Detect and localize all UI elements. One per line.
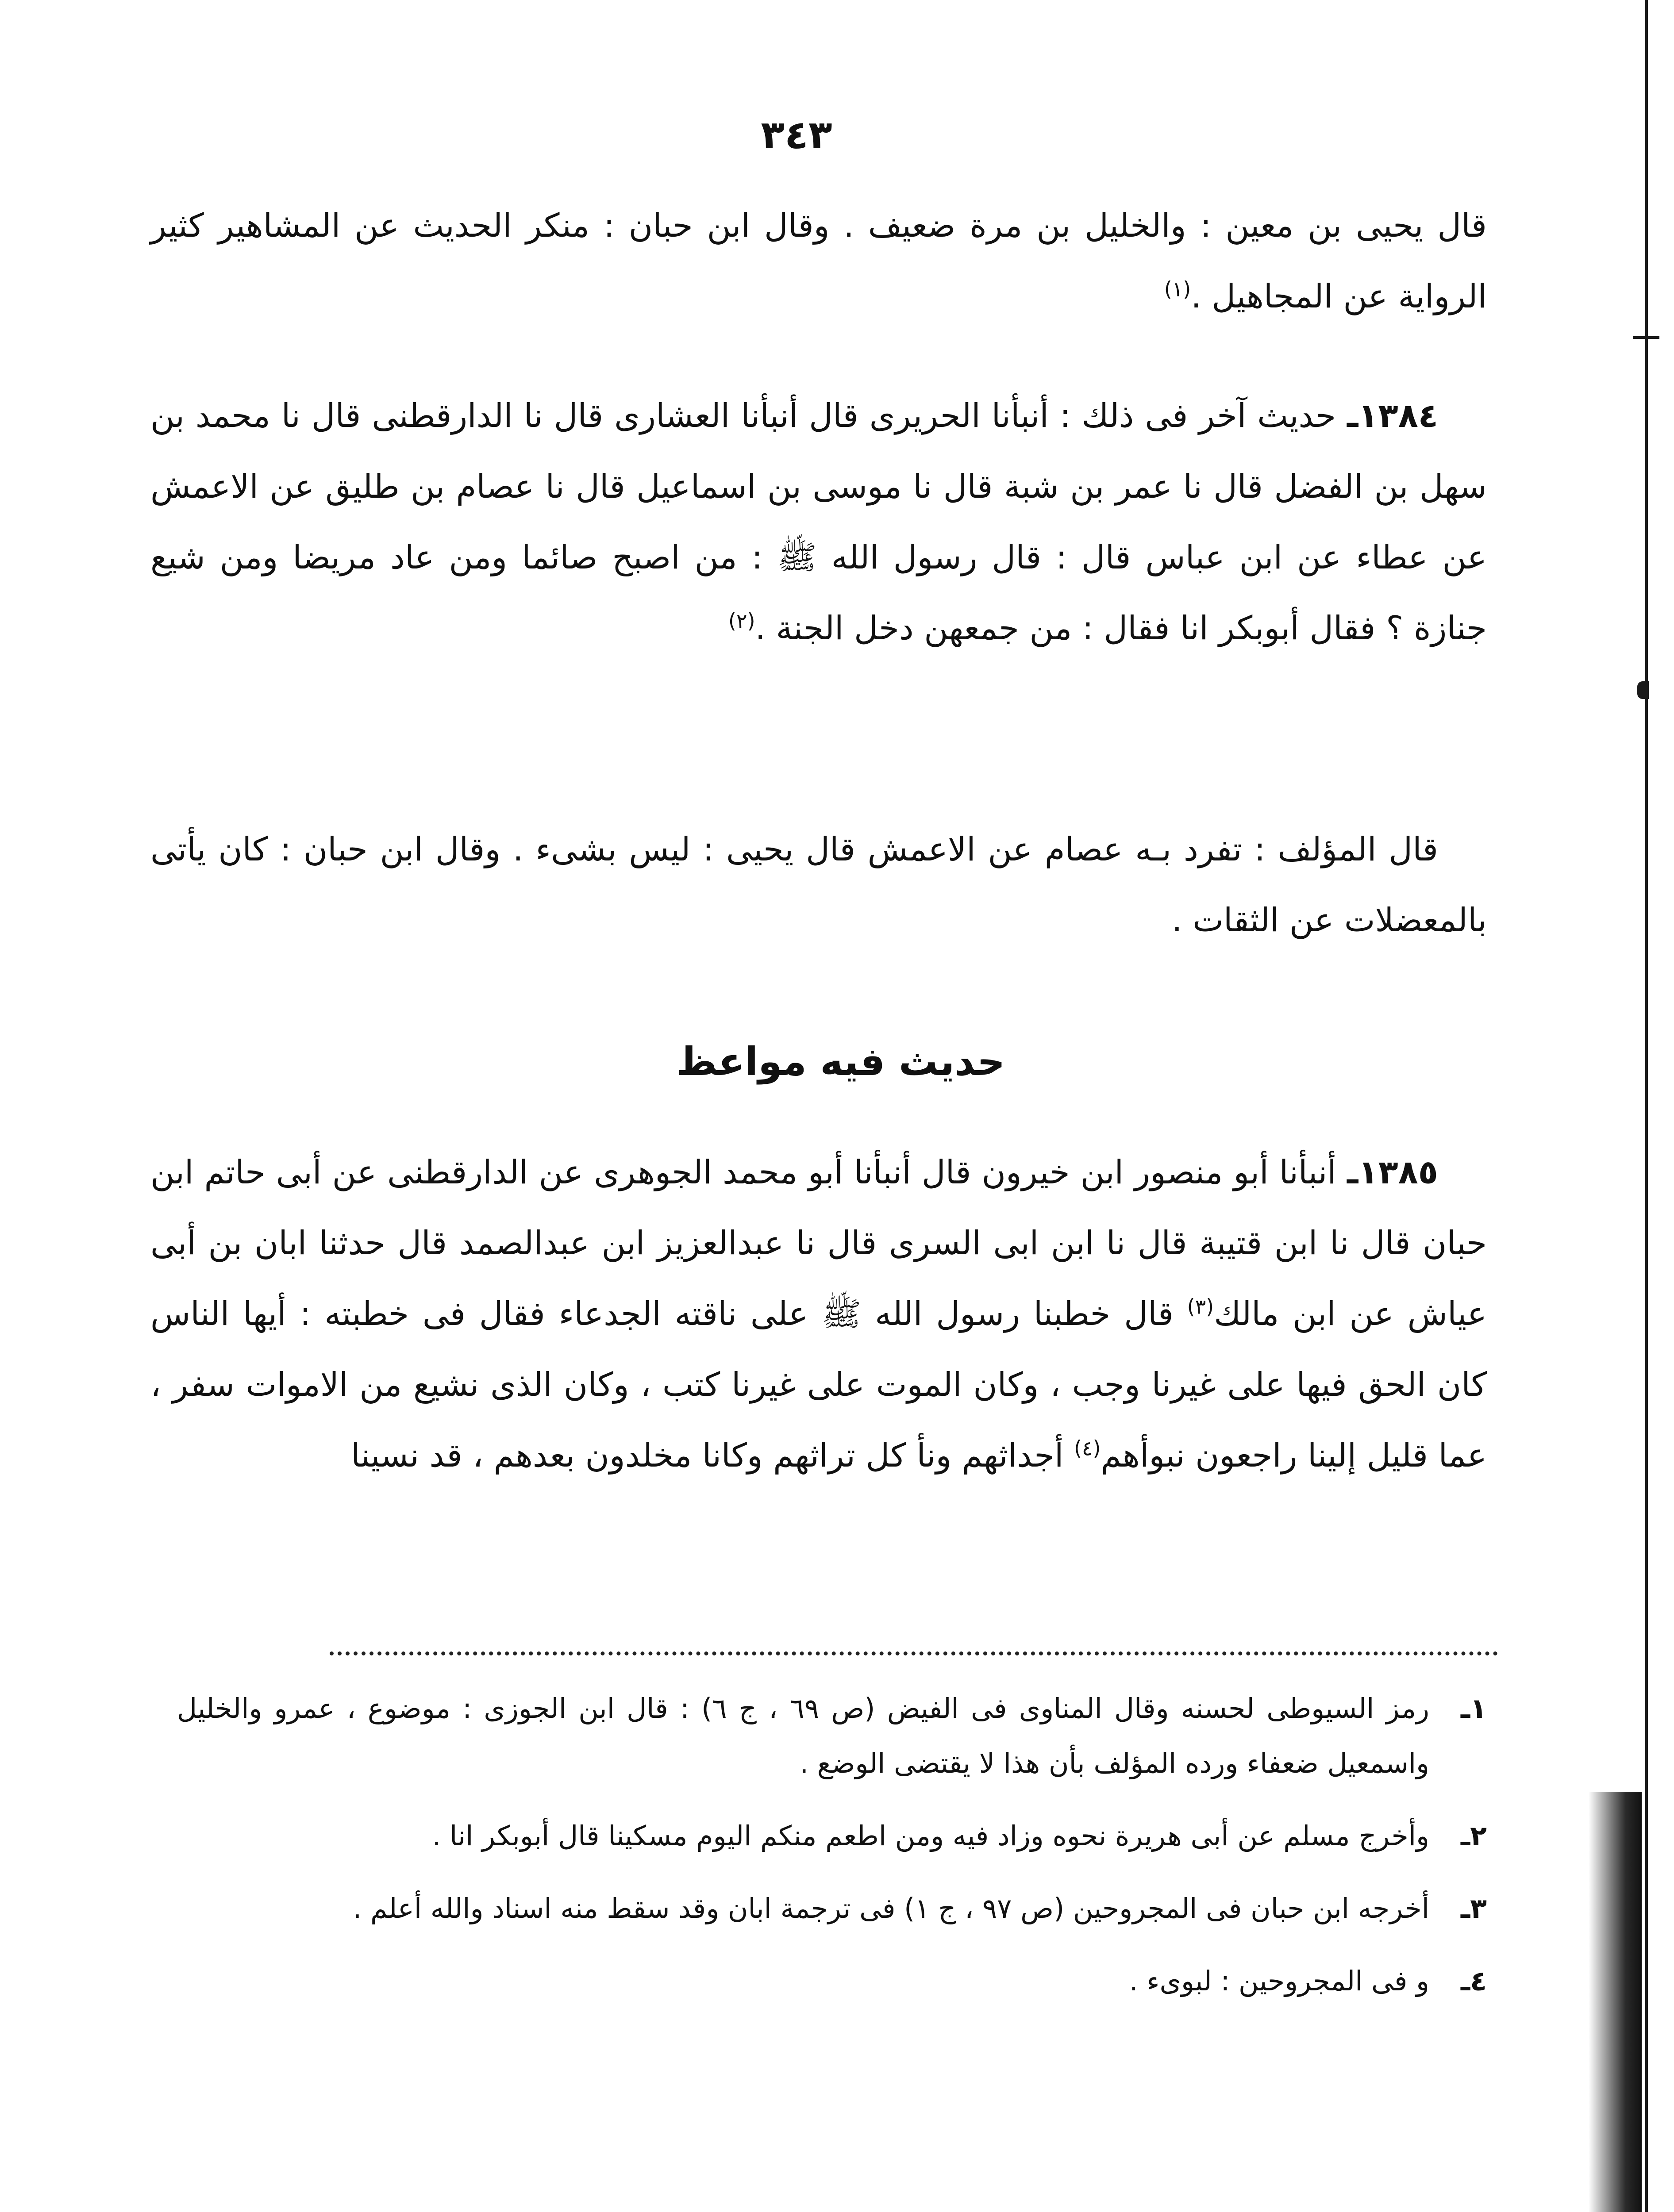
footnote-text: رمز السيوطى لحسنه وقال المناوى فى الفيض (ص ٦٩ ، ج ٦) : قال ابن الجوزى : موضوع ، عمرو والخليل واسمعيل ضعفاء ورده المؤلف بأن هذا لا يقتضى الوضع . xyxy=(177,1692,1430,1779)
footnote-2 xyxy=(177,1809,1487,1863)
binding-edge-notch xyxy=(1637,681,1649,699)
footnote-4 xyxy=(177,1954,1487,2008)
footnote-marker: ١ـ xyxy=(1460,1692,1487,1724)
page-number: ٣٤٣ xyxy=(761,112,832,157)
footnote-ref-1: (١) xyxy=(1164,277,1191,301)
paragraph-4-text-b: قال خطبنا رسول الله ﷺ على ناقته الجدعاء فقال فى خطبته : أيها الناس كان الحق فيها على غيرنا وجب ، وكان الموت على غيرنا كتب ، وكان الذى نشيع من الاموات سفر ، عما قليل إلينا راجعون نبوأهم xyxy=(150,1295,1487,1475)
footnote-separator xyxy=(330,1651,1498,1655)
paragraph-4 xyxy=(150,1137,1487,1491)
binding-edge-line xyxy=(1645,0,1648,2212)
footnote-ref-4: (٤) xyxy=(1074,1436,1101,1460)
footnotes xyxy=(177,1681,1487,2026)
binding-edge-tick xyxy=(1633,336,1659,339)
footnote-text: وأخرج مسلم عن أبى هريرة نحوه وزاد فيه ومن اطعم منكم اليوم مسكينا قال أبوبكر انا . xyxy=(432,1820,1429,1852)
footnote-ref-2: (٢) xyxy=(728,609,755,633)
footnote-3 xyxy=(177,1881,1487,1936)
section-heading: حديث فيه مواعظ xyxy=(676,1039,1005,1084)
paragraph-2 xyxy=(150,380,1487,664)
paragraph-2-text: حديث آخر فى ذلك : أنبأنا الحريرى قال أنبأنا العشارى قال نا الدارقطنى قال نا محمد بن سهل بن الفضل قال نا عمر بن شبة قال نا موسى بن اسماعيل قال نا عصام بن طليق عن الاعمش عن عطاء عن ابن عباس قال : قال رسول الله ﷺ : من اصبح صائما ومن عاد مريضا ومن شيع جنازة ؟ فقال أبوبكر انا فقال : من جمعهن دخل الجنة . xyxy=(150,397,1487,647)
footnote-marker: ٣ـ xyxy=(1460,1892,1487,1924)
paragraph-4-text-a: أنبأنا أبو منصور ابن خيرون قال أنبأنا أبو محمد الجوهرى عن الدارقطنى عن أبى حاتم ابن حبان قال نا ابن قتيبة قال نا ابن ابى السرى قال نا عبدالعزيز ابن عبدالصمد قال حدثنا ابان بن أبى عياش عن ابن مالك xyxy=(150,1153,1487,1333)
footnote-text: و فى المجروحين : لبوىء . xyxy=(1129,1965,1429,1997)
paragraph-3 xyxy=(150,814,1487,956)
hadith-number-1385: ١٣٨٥ـ xyxy=(1347,1153,1438,1191)
paragraph-3-text: قال المؤلف : تفرد بـه عصام عن الاعمش قال يحيى : ليس بشىء . وقال ابن حبان : كان يأتى بالمعضلات عن الثقات . xyxy=(150,830,1487,939)
footnote-text: أخرجه ابن حبان فى المجروحين (ص ٩٧ ، ج ١) فى ترجمة ابان وقد سقط منه اسناد والله أعلم . xyxy=(353,1892,1429,1924)
paragraph-1-text: قال يحيى بن معين : والخليل بن مرة ضعيف . وقال ابن حبان : منكر الحديث عن المشاهير كثير الرواية عن المجاهيل . xyxy=(150,207,1487,315)
footnote-ref-3: (٣) xyxy=(1187,1294,1214,1319)
hadith-number-1384: ١٣٨٤ـ xyxy=(1347,397,1438,435)
paragraph-4-text-c: أجداثهم ونأ كل تراثهم وكانا مخلدون بعدهم ، قد نسينا xyxy=(351,1436,1064,1475)
footnote-marker: ٤ـ xyxy=(1460,1965,1487,1997)
footnote-1 xyxy=(177,1681,1487,1791)
paragraph-1 xyxy=(150,190,1487,332)
footnote-marker: ٢ـ xyxy=(1460,1820,1487,1852)
binding-edge-shadow xyxy=(1589,1792,1642,2212)
